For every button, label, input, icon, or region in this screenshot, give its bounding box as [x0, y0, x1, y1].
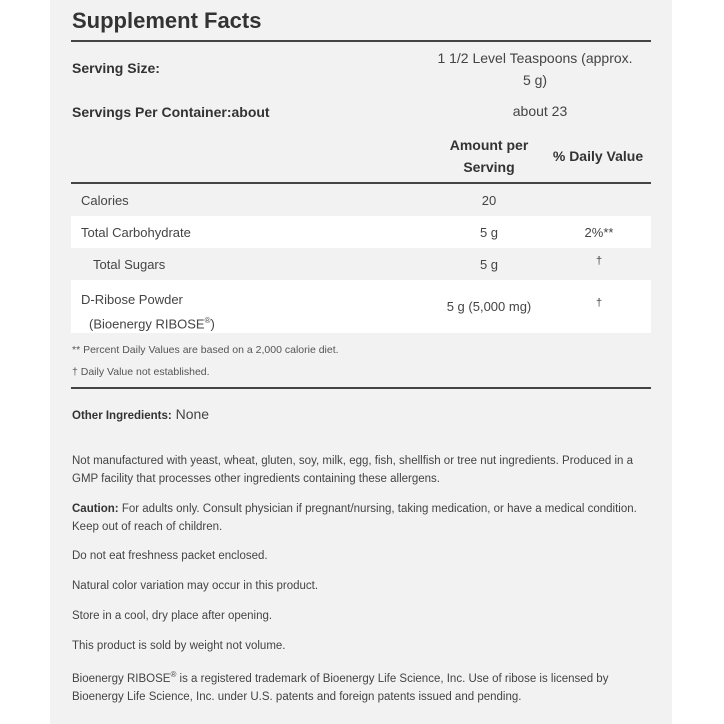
table-row	[71, 216, 651, 248]
registered-mark: ®	[204, 316, 211, 325]
nutrient-dv: †	[595, 255, 603, 267]
nutrient-name-brand: (Bioenergy RIBOSE	[89, 316, 205, 332]
nutrient-name: Calories	[81, 193, 129, 208]
nutrient-name	[81, 289, 215, 334]
trademark-brand: Bioenergy RIBOSE	[72, 672, 171, 685]
manufacture-statement: Not manufactured with yeast, wheat, gluten, soy, milk, egg, fish, shellfish or tree nut ingredients. Produced in a GMP facility that processes other ingredients containing these allergens.	[72, 455, 634, 485]
other-ingredients-label: Other Ingredients:	[72, 410, 172, 422]
packet-statement: Do not eat freshness packet enclosed.	[72, 550, 268, 562]
weight-statement: This product is sold by weight not volume.	[72, 640, 286, 652]
nutrient-amount: 5 g	[479, 257, 499, 272]
other-ingredients	[72, 406, 209, 422]
color-statement: Natural color variation may occur in this product.	[72, 580, 319, 592]
nutrient-name-end: )	[210, 316, 215, 332]
servings-per-container-label: Servings Per Container:about	[72, 104, 270, 120]
nutrient-name: Total Carbohydrate	[81, 225, 191, 240]
trademark-statement	[72, 666, 652, 706]
nutrient-name: Total Sugars	[93, 257, 166, 272]
footnote-divider	[71, 387, 651, 389]
amount-per-serving-header	[428, 134, 550, 178]
serving-size-value-line2: 5 g)	[522, 72, 548, 88]
amount-header-line1: Amount per	[449, 137, 529, 153]
nutrient-name-line2	[81, 310, 215, 334]
other-ingredients-value: None	[175, 406, 210, 422]
nutrient-amount: 5 g	[479, 225, 499, 240]
percent-footnote: ** Percent Daily Values are based on a 2,000 calorie diet.	[72, 344, 339, 356]
amount-header-line2: Serving	[463, 159, 515, 175]
servings-per-container-value: about 23	[512, 103, 568, 119]
trademark-registered-mark: ®	[170, 670, 177, 679]
caution-label: Caution:	[72, 503, 119, 515]
serving-size-value-line1: 1 1/2 Level Teaspoons (approx.	[437, 50, 633, 66]
nutrient-amount: 5 g (5,000 mg)	[446, 299, 532, 314]
caution-statement	[72, 500, 652, 536]
serving-size-label: Serving Size:	[72, 60, 160, 76]
nutrient-dv: †	[595, 297, 603, 309]
nutrient-amount: 20	[481, 193, 497, 208]
table-row	[71, 185, 651, 216]
title-divider	[71, 40, 651, 42]
storage-statement: Store in a cool, dry place after opening.	[72, 610, 273, 622]
trademark-text: is a registered trademark of Bioenergy Life Science, Inc. Use of ribose is licensed by Bioenergy Life Science, Inc. under U.S. patents and foreign patents issued and pending.	[72, 672, 609, 703]
page-title: Supplement Facts	[72, 8, 262, 33]
nutrient-dv: 2%**	[584, 225, 614, 240]
table-row	[71, 280, 651, 333]
nutrient-name-line1: D-Ribose Powder	[81, 292, 183, 307]
dv-footnote: † Daily Value not established.	[72, 366, 210, 378]
caution-text: For adults only. Consult physician if pregnant/nursing, taking medication, or have a medical condition. Keep out of reach of children.	[72, 503, 637, 533]
daily-value-header: % Daily Value	[552, 148, 644, 164]
table-row	[71, 248, 651, 280]
serving-size-value	[418, 47, 652, 91]
header-divider	[71, 182, 651, 184]
